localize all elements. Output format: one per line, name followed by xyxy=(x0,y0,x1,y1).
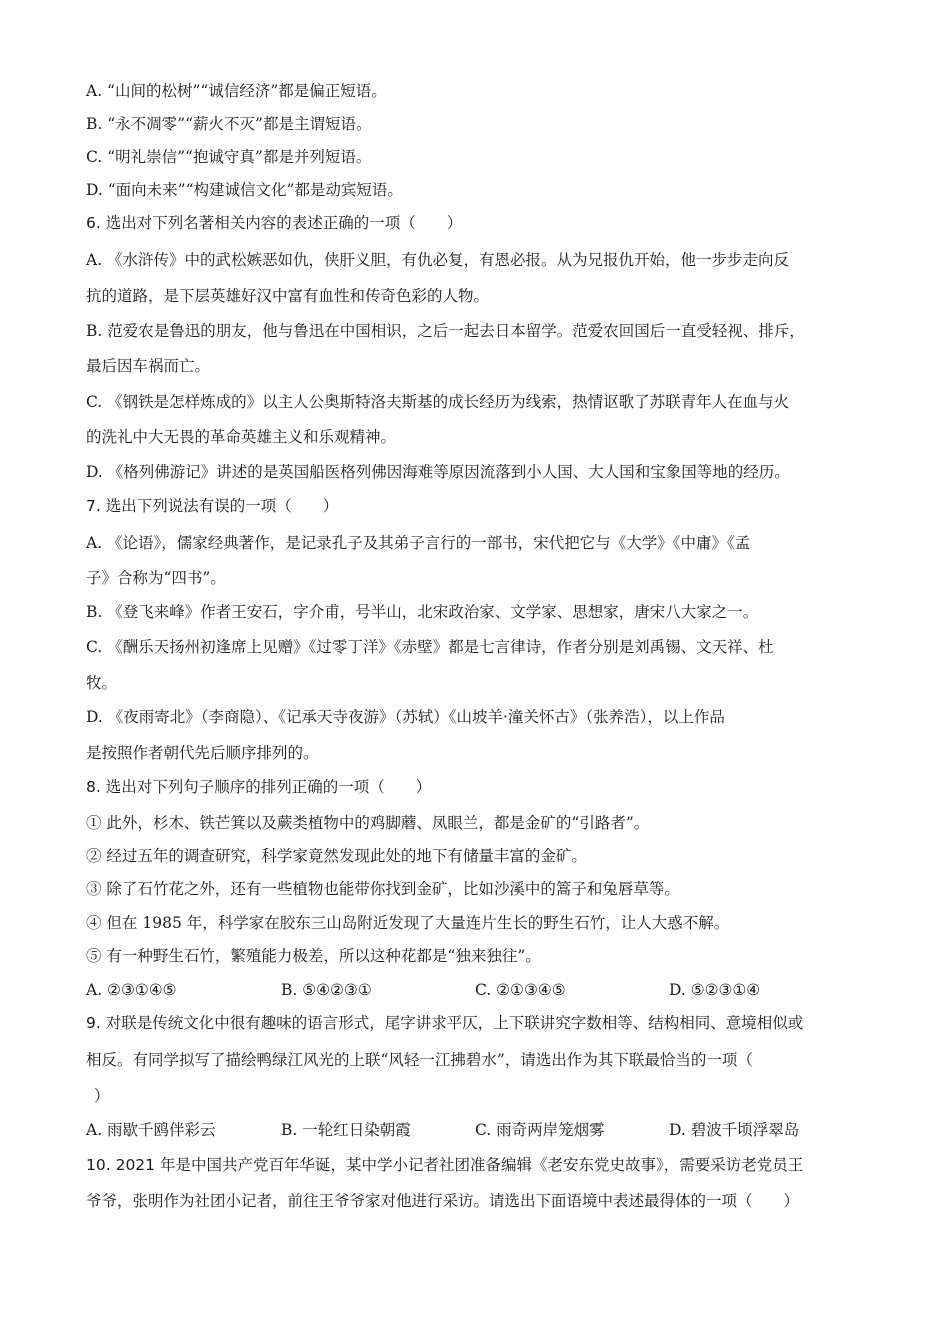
q6-option-b-line1: B. 范爱农是鲁迅的朋友，他与鲁迅在中国相识，之后一起去日本留学。范爱农回国后一直受轻视、排斥， xyxy=(86,322,805,340)
q6-option-a-line1: A. 《水浒传》中的武松嫉恶如仇，侠肝义胆，有仇必复，有恩必报。从为兄报仇开始，他一步步走向反 xyxy=(86,251,790,269)
q6-option-b-line2: 最后因车祸而亡。 xyxy=(86,357,211,375)
q8-sentence-4: ④ 但在 1985 年，科学家在胶东三山岛附近发现了大量连片生长的野生石竹，让人大惑不解。 xyxy=(86,914,730,932)
q8-option-a: A. ②③①④⑤ xyxy=(86,981,177,999)
q7-stem: 7. 选出下列说法有误的一项（ ） xyxy=(86,497,339,515)
q6-option-d-line1: D. 《格列佛游记》讲述的是英国船医格列佛因海难等原因流落到小人国、大人国和宝象国等地的经历。 xyxy=(86,463,790,481)
q8-options-row xyxy=(86,979,876,1001)
q8-sentence-3: ③ 除了石竹花之外，还有一些植物也能带你找到金矿，比如沙溪中的篙子和兔唇草等。 xyxy=(86,880,680,898)
q7-option-d-line1: D. 《夜雨寄北》（李商隐）、《记承天寺夜游》（苏轼）《山坡羊·潼关怀古》（张养浩），以上作品 xyxy=(86,708,725,726)
q6-option-c-line2: 的洗礼中大无畏的革命英雄主义和乐观精神。 xyxy=(86,428,397,446)
q6-option-c-line1: C. 《钢铁是怎样炼成的》以主人公奥斯特洛夫斯基的成长经历为线索，热情讴歌了苏联青年人在血与火 xyxy=(86,393,790,411)
q10-stem-line2: 爷爷，张明作为社团小记者，前往王爷爷家对他进行采访。请选出下面语境中表述最得体的一项（ ） xyxy=(86,1192,800,1210)
q8-stem: 8. 选出对下列句子顺序的排列正确的一项（ ） xyxy=(86,778,432,796)
q8-option-b: B. ⑤④②③① xyxy=(281,981,372,999)
q7-option-c-line2: 牧。 xyxy=(86,674,118,692)
q8-sentence-2: ② 经过五年的调查研究，科学家竟然发现此处的地下有储量丰富的金矿。 xyxy=(86,847,587,865)
q9-options-row xyxy=(86,1119,876,1141)
q9-option-c: C. 雨奇两岸笼烟雾 xyxy=(475,1121,605,1139)
q9-stem-line1: 9. 对联是传统文化中很有趣味的语言形式，尾字讲求平仄，上下联讲究字数相等、结构相同、意境相似或 xyxy=(86,1014,804,1032)
q9-stem-line3: ） xyxy=(94,1087,110,1105)
q6-stem: 6. 选出对下列名著相关内容的表述正确的一项（ ） xyxy=(86,214,463,232)
q7-option-b-line1: B. 《登飞来峰》作者王安石，字介甫，号半山，北宋政治家、文学家、思想家，唐宋八大家之一。 xyxy=(86,603,759,621)
q7-option-c-line1: C. 《酬乐天扬州初逢席上见赠》《过零丁洋》《赤壁》都是七言律诗，作者分别是刘禹锡、文天祥、杜 xyxy=(86,638,774,656)
q10-stem-line1: 10. 2021 年是中国共产党百年华诞，某中学小记者社团准备编辑《老安东党史故事》，需要采访老党员王 xyxy=(86,1156,804,1174)
q8-sentence-5: ⑤ 有一种野生石竹，繁殖能力极差，所以这种花都是“独来独往”。 xyxy=(86,947,541,965)
q5-option-d: D. “面向未来”“构建诚信文化”都是动宾短语。 xyxy=(86,181,403,199)
q9-stem-line2: 相反。有同学拟写了描绘鸭绿江风光的上联“风轻一江拂碧水”，请选出作为其下联最恰当的一项（ xyxy=(86,1051,753,1069)
q9-option-d: D. 碧波千顷浮翠岛 xyxy=(669,1121,800,1139)
q8-sentence-1: ① 此外，杉木、铁芒箕以及蕨类植物中的鸡脚蘑、凤眼兰，都是金矿的“引路者”。 xyxy=(86,814,650,832)
q6-option-a-line2: 抗的道路，是下层英雄好汉中富有血性和传奇色彩的人物。 xyxy=(86,287,490,305)
q7-option-a-line2: 子》合称为“四书”。 xyxy=(86,569,226,587)
q7-option-a-line1: A. 《论语》，儒家经典著作，是记录孔子及其弟子言行的一部书，宋代把它与《大学》《中庸》《孟 xyxy=(86,534,751,552)
q5-option-a: A. “山间的松树”“诚信经济”都是偏正短语。 xyxy=(86,82,387,100)
q5-option-b: B. “永不凋零”“薪火不灭”都是主谓短语。 xyxy=(86,115,372,133)
q9-option-b: B. 一轮红日染朝霞 xyxy=(281,1121,411,1139)
q8-option-c: C. ②①③④⑤ xyxy=(475,981,566,999)
q5-option-c: C. “明礼崇信”“抱诚守真”都是并列短语。 xyxy=(86,148,372,166)
q8-option-d: D. ⑤②③①④ xyxy=(669,981,761,999)
q7-option-d-line2: 是按照作者朝代先后顺序排列的。 xyxy=(86,744,319,762)
q9-option-a: A. 雨歇千鸥伴彩云 xyxy=(86,1121,216,1139)
